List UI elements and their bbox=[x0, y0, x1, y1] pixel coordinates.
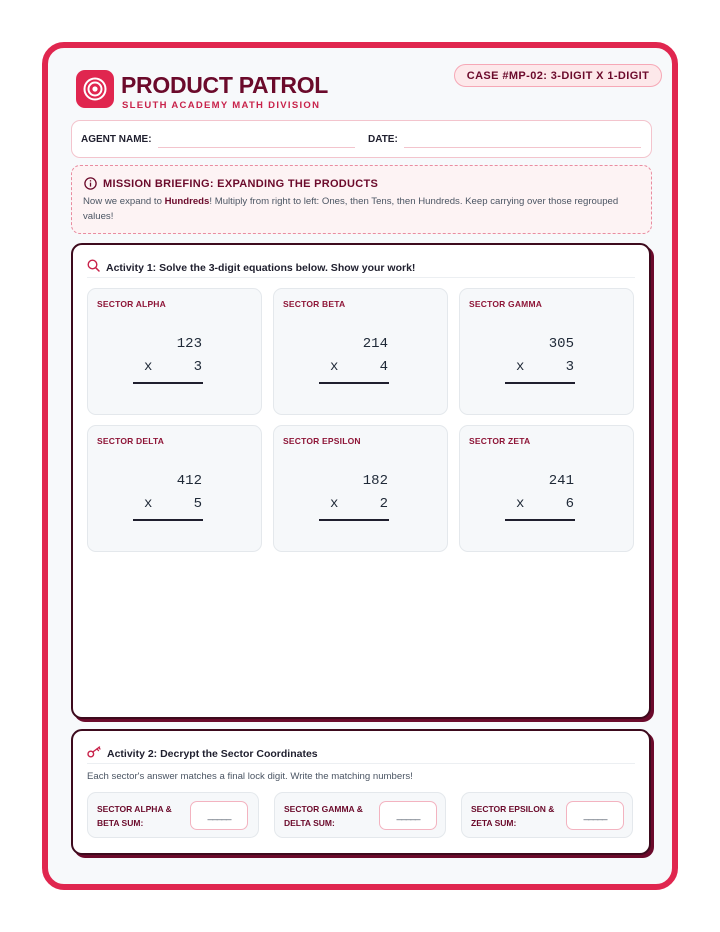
lock-answer-box[interactable]: _____ bbox=[566, 801, 624, 830]
sector-name: SECTOR DELTA bbox=[97, 436, 165, 446]
target-icon bbox=[76, 70, 114, 108]
sector-card-delta bbox=[87, 425, 262, 552]
magnifier-icon bbox=[87, 259, 100, 277]
divider bbox=[87, 763, 635, 764]
answer-line[interactable] bbox=[505, 382, 575, 384]
briefing-emphasis: Hundreds bbox=[164, 196, 210, 207]
lock-card-epsilon-zeta bbox=[461, 792, 633, 838]
activity-1-title: Activity 1: Solve the 3-digit equations below. Show your work! bbox=[106, 262, 416, 274]
date-label: DATE: bbox=[368, 134, 398, 145]
answer-line[interactable] bbox=[133, 382, 203, 384]
bottom-number: 4 bbox=[379, 359, 388, 375]
divider bbox=[87, 277, 635, 278]
multiply-operator: x bbox=[330, 359, 339, 375]
info-icon bbox=[84, 177, 97, 195]
top-number: 182 bbox=[362, 473, 388, 489]
lock-label: SECTOR EPSILON & ZETA SUM: bbox=[471, 804, 555, 828]
lock-label: SECTOR GAMMA & DELTA SUM: bbox=[284, 804, 363, 828]
bottom-number: 5 bbox=[193, 496, 202, 512]
top-number: 214 bbox=[362, 336, 388, 352]
multiply-operator: x bbox=[144, 359, 153, 375]
multiply-operator: x bbox=[516, 496, 525, 512]
top-number: 412 bbox=[176, 473, 202, 489]
date-field[interactable] bbox=[404, 147, 641, 148]
sector-name: SECTOR GAMMA bbox=[469, 299, 543, 309]
multiply-operator: x bbox=[330, 496, 339, 512]
lock-answer-box[interactable]: _____ bbox=[190, 801, 248, 830]
agent-name-label: AGENT NAME: bbox=[81, 134, 152, 145]
sector-card-gamma bbox=[459, 288, 634, 415]
case-badge: CASE #MP-02: 3-DIGIT X 1-DIGIT bbox=[454, 64, 662, 87]
activity-1-panel bbox=[71, 243, 651, 719]
agent-info-row bbox=[71, 120, 652, 158]
sector-card-alpha bbox=[87, 288, 262, 415]
top-number: 305 bbox=[548, 336, 574, 352]
worksheet-frame bbox=[42, 42, 678, 890]
key-icon bbox=[87, 745, 101, 763]
page-title: PRODUCT PATROL bbox=[121, 72, 329, 98]
sector-name: SECTOR EPSILON bbox=[283, 436, 361, 446]
sector-name: SECTOR BETA bbox=[283, 299, 346, 309]
activity-2-title: Activity 2: Decrypt the Sector Coordinates bbox=[107, 748, 318, 760]
mission-briefing bbox=[71, 165, 652, 234]
agent-name-field[interactable] bbox=[158, 147, 355, 148]
answer-line[interactable] bbox=[319, 519, 389, 521]
sector-name: SECTOR ZETA bbox=[469, 436, 531, 446]
sector-card-beta bbox=[273, 288, 448, 415]
activity-2-description: Each sector's answer matches a final lock digit. Write the matching numbers! bbox=[87, 771, 413, 782]
lock-answer-box[interactable]: _____ bbox=[379, 801, 437, 830]
bottom-number: 3 bbox=[565, 359, 574, 375]
briefing-text: Now we expand to Hundreds! Multiply from right to left: Ones, then Tens, then Hundreds. Keep carrying over those regrouped values! bbox=[83, 196, 619, 222]
lock-card-alpha-beta bbox=[87, 792, 259, 838]
answer-line[interactable] bbox=[319, 382, 389, 384]
bottom-number: 2 bbox=[379, 496, 388, 512]
lock-label: SECTOR ALPHA & BETA SUM: bbox=[97, 804, 172, 828]
sector-card-epsilon bbox=[273, 425, 448, 552]
sector-name: SECTOR ALPHA bbox=[97, 299, 166, 309]
top-number: 241 bbox=[548, 473, 574, 489]
multiply-operator: x bbox=[516, 359, 525, 375]
answer-line[interactable] bbox=[505, 519, 575, 521]
bottom-number: 6 bbox=[565, 496, 574, 512]
top-number: 123 bbox=[176, 336, 202, 352]
multiply-operator: x bbox=[144, 496, 153, 512]
answer-line[interactable] bbox=[133, 519, 203, 521]
briefing-title: MISSION BRIEFING: EXPANDING THE PRODUCTS bbox=[103, 178, 379, 190]
page-subtitle: SLEUTH ACADEMY MATH DIVISION bbox=[122, 100, 321, 111]
bottom-number: 3 bbox=[193, 359, 202, 375]
sector-card-zeta bbox=[459, 425, 634, 552]
lock-card-gamma-delta bbox=[274, 792, 446, 838]
activity-2-panel bbox=[71, 729, 651, 855]
